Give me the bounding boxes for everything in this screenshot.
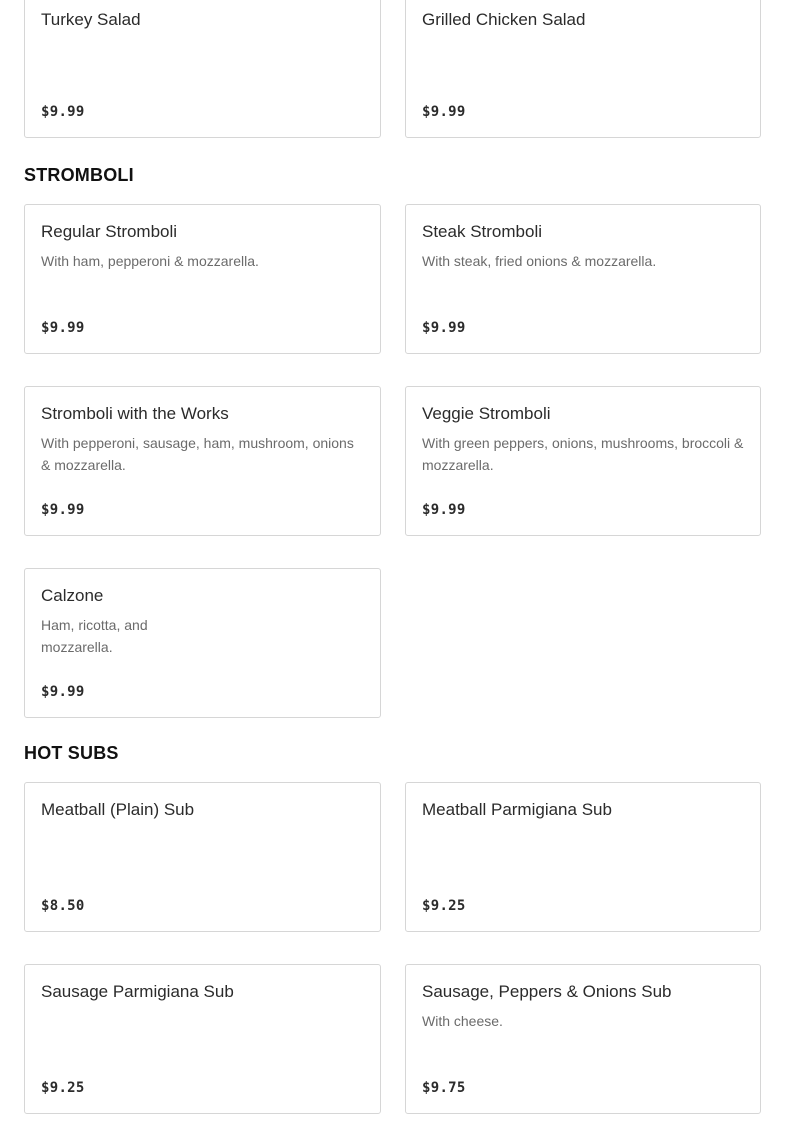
- menu-item-card-meatball-parmigiana-sub[interactable]: [405, 782, 761, 932]
- menu-item-price: $9.99: [422, 502, 466, 518]
- menu-item-price: $9.25: [422, 898, 466, 914]
- menu-item-card-stromboli-works[interactable]: [24, 386, 381, 536]
- menu-item-name: Stromboli with the Works: [41, 404, 229, 423]
- menu-item-price: $9.99: [41, 104, 85, 120]
- menu-item-price: $9.99: [41, 502, 85, 518]
- menu-item-price: $9.25: [41, 1080, 85, 1096]
- menu-item-price: $9.99: [422, 320, 466, 336]
- menu-item-name: Grilled Chicken Salad: [422, 10, 586, 29]
- menu-item-description: With cheese.: [422, 1013, 503, 1029]
- section-title-hot-subs: HOT SUBS: [24, 743, 119, 763]
- menu-item-card-turkey-salad[interactable]: [24, 0, 381, 138]
- menu-item-name: Regular Stromboli: [41, 222, 178, 241]
- menu-item-name: Sausage Parmigiana Sub: [41, 982, 234, 1001]
- menu-item-card-veggie-stromboli[interactable]: [405, 386, 761, 536]
- menu-item-price: $8.50: [41, 898, 85, 914]
- menu-item-card-sausage-peppers-onions-sub[interactable]: [405, 964, 761, 1114]
- section-title-stromboli: STROMBOLI: [24, 165, 134, 185]
- menu-item-card-grilled-chicken-salad[interactable]: [405, 0, 761, 138]
- menu-item-name: Sausage, Peppers & Onions Sub: [422, 982, 672, 1001]
- menu-item-price: $9.99: [41, 320, 85, 336]
- menu-item-name: Veggie Stromboli: [422, 404, 551, 423]
- menu-item-card-meatball-plain-sub[interactable]: [24, 782, 381, 932]
- menu-item-card-steak-stromboli[interactable]: [405, 204, 761, 354]
- menu-item-name: Calzone: [41, 586, 104, 605]
- menu-item-description: With green peppers, onions, mushrooms, broccoli & mozzarella.: [422, 435, 744, 473]
- menu-item-price: $9.99: [41, 684, 85, 700]
- menu-item-name: Turkey Salad: [41, 10, 141, 29]
- menu-item-card-regular-stromboli[interactable]: [24, 204, 381, 354]
- menu-item-description: With ham, pepperoni & mozzarella.: [41, 253, 259, 269]
- menu-item-card-calzone[interactable]: [24, 568, 381, 718]
- menu-item-card-sausage-parmigiana-sub[interactable]: [24, 964, 381, 1114]
- menu-item-name: Meatball Parmigiana Sub: [422, 800, 612, 819]
- menu-item-name: Meatball (Plain) Sub: [41, 800, 195, 819]
- menu-item-description: With steak, fried onions & mozzarella.: [422, 253, 657, 269]
- menu-item-name: Steak Stromboli: [422, 222, 542, 241]
- menu-item-description: Ham, ricotta, and mozzarella.: [41, 617, 148, 655]
- menu-item-price: $9.75: [422, 1080, 466, 1096]
- menu-item-price: $9.99: [422, 104, 466, 120]
- menu-item-description: With pepperoni, sausage, ham, mushroom, onions & mozzarella.: [41, 435, 354, 473]
